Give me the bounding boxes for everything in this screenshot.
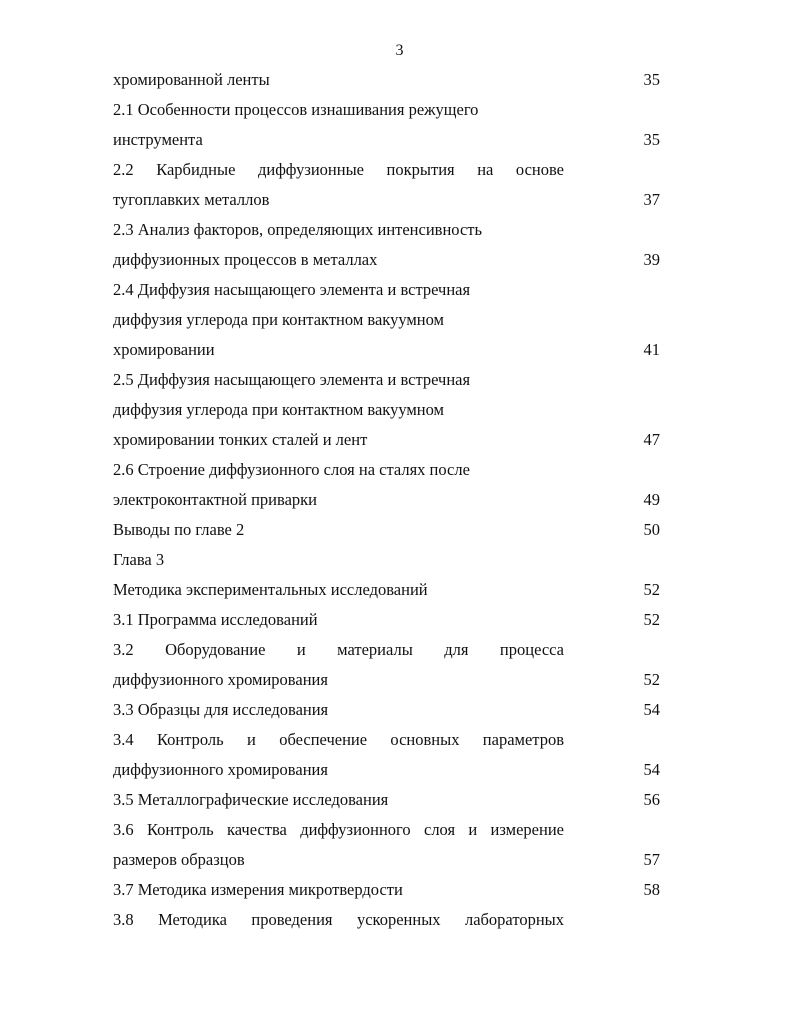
- toc-page-number: 52: [643, 610, 660, 629]
- toc-page-number: 56: [643, 790, 660, 809]
- toc-entry-text: 3.7 Методика измерения микротвердости: [113, 880, 403, 899]
- toc-line: [0, 305, 799, 335]
- toc-entry-text: 2.2 Карбидные диффузионные покрытия на основе: [113, 160, 564, 179]
- toc-line: [0, 95, 799, 125]
- toc-entry-text: диффузионных процессов в металлах: [113, 250, 378, 269]
- toc-line: [0, 695, 799, 725]
- toc-page-number: 54: [643, 760, 660, 779]
- toc-page-number: 52: [643, 580, 660, 599]
- toc-entry-text: 2.6 Строение диффузионного слоя на сталях после: [113, 460, 470, 479]
- table-of-contents: [0, 65, 799, 935]
- toc-line: [0, 545, 799, 575]
- toc-page-number: 37: [643, 190, 660, 209]
- toc-line: [0, 785, 799, 815]
- toc-line: [0, 125, 799, 155]
- toc-entry-text: размеров образцов: [113, 850, 245, 869]
- toc-entry-text: хромированной ленты: [113, 70, 270, 89]
- toc-line: [0, 725, 799, 755]
- toc-entry-text: Выводы по главе 2: [113, 520, 245, 539]
- toc-line: [0, 905, 799, 935]
- toc-line: [0, 155, 799, 185]
- toc-line: [0, 665, 799, 695]
- toc-page-number: 41: [643, 340, 660, 359]
- toc-entry-text: 3.4 Контроль и обеспечение основных параметров: [113, 730, 564, 749]
- toc-entry-text: 3.5 Металлографические исследования: [113, 790, 389, 809]
- toc-line: [0, 845, 799, 875]
- toc-page-number: 52: [643, 670, 660, 689]
- toc-entry-text: диффузионного хромирования: [113, 670, 328, 689]
- toc-entry-text: диффузионного хромирования: [113, 760, 328, 779]
- toc-entry-text: тугоплавких металлов: [113, 190, 270, 209]
- toc-page-number: 49: [643, 490, 660, 509]
- toc-entry-text: 2.3 Анализ факторов, определяющих интенсивность: [113, 220, 483, 239]
- toc-line: [0, 335, 799, 365]
- toc-page-number: 39: [643, 250, 660, 269]
- toc-page-number: 54: [643, 700, 660, 719]
- toc-entry-text: хромировании тонких сталей и лент: [113, 430, 368, 449]
- toc-line: [0, 365, 799, 395]
- toc-line: [0, 65, 799, 95]
- toc-entry-text: хромировании: [113, 340, 215, 359]
- toc-line: [0, 875, 799, 905]
- toc-line: [0, 815, 799, 845]
- toc-line: [0, 425, 799, 455]
- toc-page-number: 57: [643, 850, 660, 869]
- toc-entry-text: 3.8 Методика проведения ускоренных лабораторных: [113, 910, 564, 929]
- toc-line: [0, 485, 799, 515]
- toc-entry-text: Методика экспериментальных исследований: [113, 580, 428, 599]
- toc-entry-text: 3.6 Контроль качества диффузионного слоя и измерение: [113, 820, 564, 839]
- toc-line: [0, 455, 799, 485]
- toc-entry-text: 2.4 Диффузия насыщающего элемента и встречная: [113, 280, 471, 299]
- toc-page-number: 47: [643, 430, 660, 449]
- toc-line: [0, 755, 799, 785]
- toc-page-number: 50: [643, 520, 660, 539]
- page-number: 3: [395, 42, 404, 59]
- toc-line: [0, 605, 799, 635]
- toc-line: [0, 185, 799, 215]
- toc-entry-text: диффузия углерода при контактном вакуумном: [113, 310, 444, 329]
- toc-entry-text: 2.1 Особенности процессов изнашивания режущего: [113, 100, 479, 119]
- toc-entry-text: 2.5 Диффузия насыщающего элемента и встречная: [113, 370, 471, 389]
- toc-line: [0, 395, 799, 425]
- toc-entry-text: 3.1 Программа исследований: [113, 610, 318, 629]
- toc-entry-text: инструмента: [113, 130, 203, 149]
- toc-entry-text: 3.3 Образцы для исследования: [113, 700, 329, 719]
- toc-line: [0, 575, 799, 605]
- toc-page-number: 35: [643, 130, 660, 149]
- toc-entry-text: электроконтактной приварки: [113, 490, 317, 509]
- toc-page-number: 58: [643, 880, 660, 899]
- toc-line: [0, 275, 799, 305]
- toc-page-number: 35: [643, 70, 660, 89]
- toc-line: [0, 215, 799, 245]
- toc-entry-text: диффузия углерода при контактном вакуумном: [113, 400, 444, 419]
- toc-line: [0, 515, 799, 545]
- toc-entry-text: 3.2 Оборудование и материалы для процесса: [113, 640, 564, 659]
- toc-line: [0, 245, 799, 275]
- toc-entry-text: Глава 3: [113, 550, 165, 569]
- toc-line: [0, 635, 799, 665]
